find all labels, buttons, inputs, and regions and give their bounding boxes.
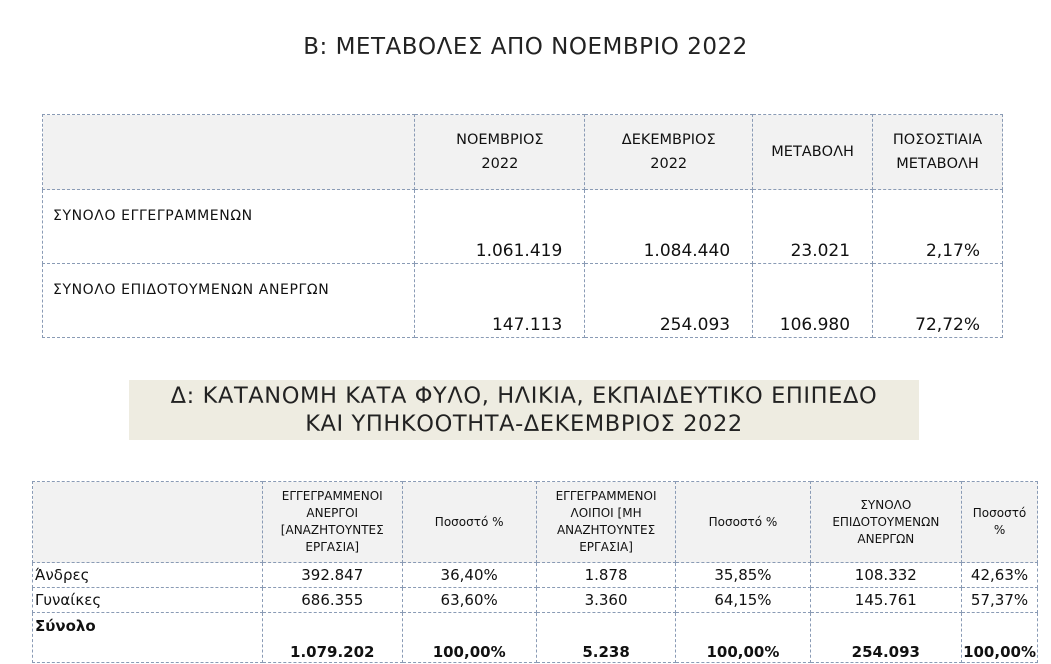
cell-value: 100,00% [962, 613, 1038, 663]
header-cell [536, 482, 676, 563]
header-cell [753, 115, 873, 190]
table-row [33, 588, 1038, 613]
header-cell [585, 115, 753, 190]
cell-pct: 2,17% [873, 190, 1003, 264]
cell-value: 57,37% [962, 588, 1038, 613]
table-row-total [33, 613, 1038, 663]
cell-december: 254.093 [585, 264, 753, 338]
cell-value: 3.360 [536, 588, 676, 613]
section-b-title: Β: ΜΕΤΑΒΟΛΕΣ ΑΠΟ ΝΟΕΜΒΡΙΟ 2022 [303, 34, 748, 60]
header-cell [962, 482, 1038, 563]
header-cell [33, 482, 263, 563]
header-cell [810, 482, 961, 563]
header-subsidized-total: ΣΥΝΟΛΟ ΕΠΙΔΟΤΟΥΜΕΝΩΝ ΑΝΕΡΓΩΝ [832, 497, 940, 546]
cell-change: 23.021 [753, 190, 873, 264]
header-pct-1: Ποσοστό % [434, 514, 504, 529]
cell-value: 686.355 [262, 588, 402, 613]
section-d-title [129, 380, 919, 440]
header-november: ΝΟΕΜΒΡΙΟΣ 2022 [456, 132, 544, 172]
row-label: Άνδρες [33, 563, 263, 588]
header-cell [262, 482, 402, 563]
cell-value: 5.238 [536, 613, 676, 663]
row-label: ΣΥΝΟΛΟ ΕΓΓΕΓΡΑΜΜΕΝΩΝ [43, 190, 415, 264]
header-cell [415, 115, 585, 190]
section-d-title-line2: ΚΑΙ ΥΠΗΚΟΟΤΗΤΑ-ΔΕΚΕΜΒΡΙΟΣ 2022 [305, 411, 743, 437]
table-row [43, 190, 1003, 264]
header-pct-change: ΠΟΣΟΣΤΙΑΙΑ ΜΕΤΑΒΟΛΗ [892, 132, 983, 172]
cell-value: 100,00% [402, 613, 536, 663]
header-change: ΜΕΤΑΒΟΛΗ [771, 144, 854, 160]
cell-value: 64,15% [676, 588, 810, 613]
cell-value: 36,40% [402, 563, 536, 588]
section-d-title-line1: Δ: ΚΑΤΑΝΟΜΗ ΚΑΤΑ ΦΥΛΟ, ΗΛΙΚΙΑ, ΕΚΠΑΙΔΕΥΤΙΚΟ ΕΠΙΠΕΔΟ [170, 383, 878, 409]
cell-value: 63,60% [402, 588, 536, 613]
cell-value: 35,85% [676, 563, 810, 588]
table-header-row [33, 482, 1038, 563]
cell-value: 42,63% [962, 563, 1038, 588]
row-label: ΣΥΝΟΛΟ ΕΠΙΔΟΤΟΥΜΕΝΩΝ ΑΝΕΡΓΩΝ [43, 264, 415, 338]
header-pct-2: Ποσοστό % [708, 514, 778, 529]
header-cell [402, 482, 536, 563]
distribution-table [32, 481, 1038, 663]
header-pct-3: Ποσοστό % [972, 506, 1027, 537]
cell-value: 254.093 [810, 613, 961, 663]
table-row [43, 264, 1003, 338]
cell-value: 392.847 [262, 563, 402, 588]
header-registered-unemployed: ΕΓΓΕΓΡΑΜΜΕΝΟΙ ΑΝΕΡΓΟΙ [ΑΝΑΖΗΤΟΥΝΤΕΣ ΕΡΓΑΣΙΑ] [280, 489, 384, 554]
cell-value: 1.878 [536, 563, 676, 588]
cell-value: 145.761 [810, 588, 961, 613]
row-label: Σύνολο [33, 613, 263, 663]
cell-value: 1.079.202 [262, 613, 402, 663]
header-registered-other: ΕΓΓΕΓΡΑΜΜΕΝΟΙ ΛΟΙΠΟΙ [ΜΗ ΑΝΑΖΗΤΟΥΝΤΕΣ ΕΡΓΑΣΙΑ] [555, 489, 657, 554]
cell-pct: 72,72% [873, 264, 1003, 338]
cell-value: 108.332 [810, 563, 961, 588]
header-cell [43, 115, 415, 190]
cell-november: 147.113 [415, 264, 585, 338]
table-row [33, 563, 1038, 588]
header-cell [873, 115, 1003, 190]
table-header-row [43, 115, 1003, 190]
cell-november: 1.061.419 [415, 190, 585, 264]
row-label: Γυναίκες [33, 588, 263, 613]
header-december: ΔΕΚΕΜΒΡΙΟΣ 2022 [621, 132, 716, 172]
cell-change: 106.980 [753, 264, 873, 338]
changes-table [42, 114, 1003, 338]
cell-value: 100,00% [676, 613, 810, 663]
header-cell [676, 482, 810, 563]
cell-december: 1.084.440 [585, 190, 753, 264]
